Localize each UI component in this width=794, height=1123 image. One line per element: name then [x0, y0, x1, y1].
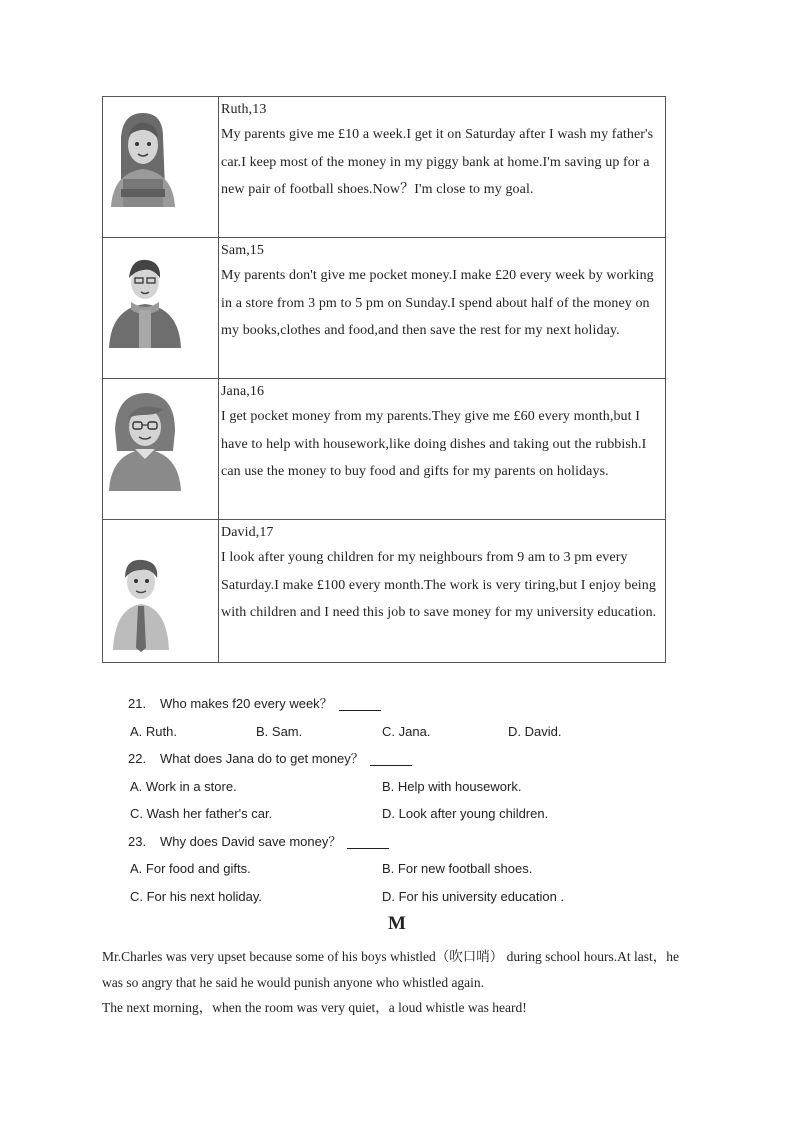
option-b[interactable]: B. Help with housework.	[382, 778, 522, 794]
options-23-row2	[128, 883, 688, 911]
option-a[interactable]: A. Ruth.	[130, 723, 177, 739]
david-text: I look after young children for my neighbours from 9 am to 3 pm every Saturday.I make £100 every month.The work is very tiring,but I enjoy being with children and I need this job to save money for my university education.	[221, 550, 657, 621]
question-21: 21. Who makes f20 every week？	[128, 690, 688, 718]
david-avatar	[103, 520, 218, 660]
table-row	[103, 97, 666, 238]
option-c[interactable]: C. For his next holiday.	[130, 888, 262, 904]
sam-name: Sam,15	[221, 243, 264, 258]
option-d[interactable]: D. David.	[508, 723, 562, 739]
ruth-name: Ruth,13	[221, 102, 267, 117]
options-22-row1	[128, 773, 688, 801]
table-row	[103, 379, 666, 520]
options-22-row2	[128, 800, 688, 828]
pocket-money-table	[102, 96, 666, 663]
sam-avatar	[103, 238, 218, 378]
option-c[interactable]: C. Jana.	[382, 723, 431, 739]
option-b[interactable]: B. For new football shoes.	[382, 861, 533, 876]
reading-passage	[102, 944, 702, 1021]
option-d[interactable]: D. Look after young children.	[382, 806, 549, 821]
option-a[interactable]: A. Work in a store.	[130, 778, 237, 794]
option-d[interactable]: D. For his university education .	[382, 888, 565, 904]
options-23-row1	[128, 855, 688, 883]
jana-text: I get pocket money from my parents.They give me £60 every month,but I have to help with housework,like doing dishes and taking out the rubbish.I can use the money to buy food and gifts for my parents on holidays.	[221, 409, 647, 480]
ruth-text: My parents give me £10 a week.I get it on Saturday after I wash my father's car.I keep most of the money in my piggy bank at home.I'm saving up for a new pair of football shoes.Now？I'm close to my goal.	[221, 127, 654, 198]
option-c[interactable]: C. Wash her father's car.	[130, 806, 273, 821]
table-row	[103, 520, 666, 663]
section-title: M	[388, 913, 406, 934]
answer-blank[interactable]	[347, 832, 389, 849]
option-b[interactable]: B. Sam.	[256, 723, 303, 739]
jana-name: Jana,16	[221, 384, 265, 399]
david-name: David,17	[221, 525, 274, 540]
ruth-avatar	[103, 97, 218, 237]
answer-blank[interactable]	[370, 749, 412, 766]
question-22: 22. What does Jana do to get money？	[128, 745, 688, 773]
passage-paragraph: The next morning，when the room was very quiet，a loud whistle was heard!	[102, 1000, 527, 1015]
answer-blank[interactable]	[339, 694, 381, 711]
question-23: 23. Why does David save money？	[128, 828, 688, 856]
option-a[interactable]: A. For food and gifts.	[130, 861, 251, 876]
question-list	[128, 690, 688, 910]
jana-avatar	[103, 379, 218, 519]
sam-text: My parents don't give me pocket money.I make £20 every week by working in a store from 3 pm to 5 pm on Sunday.I spend about half of the money on my books,clothes and food,and then save the rest for my next holiday.	[221, 268, 654, 339]
options-21	[128, 718, 688, 746]
passage-paragraph: Mr.Charles was very upset because some of his boys whistled（吹口哨） during school hours.At last，he was so angry that he said he would punish anyone who whistled again.	[102, 949, 680, 990]
table-row	[103, 238, 666, 379]
